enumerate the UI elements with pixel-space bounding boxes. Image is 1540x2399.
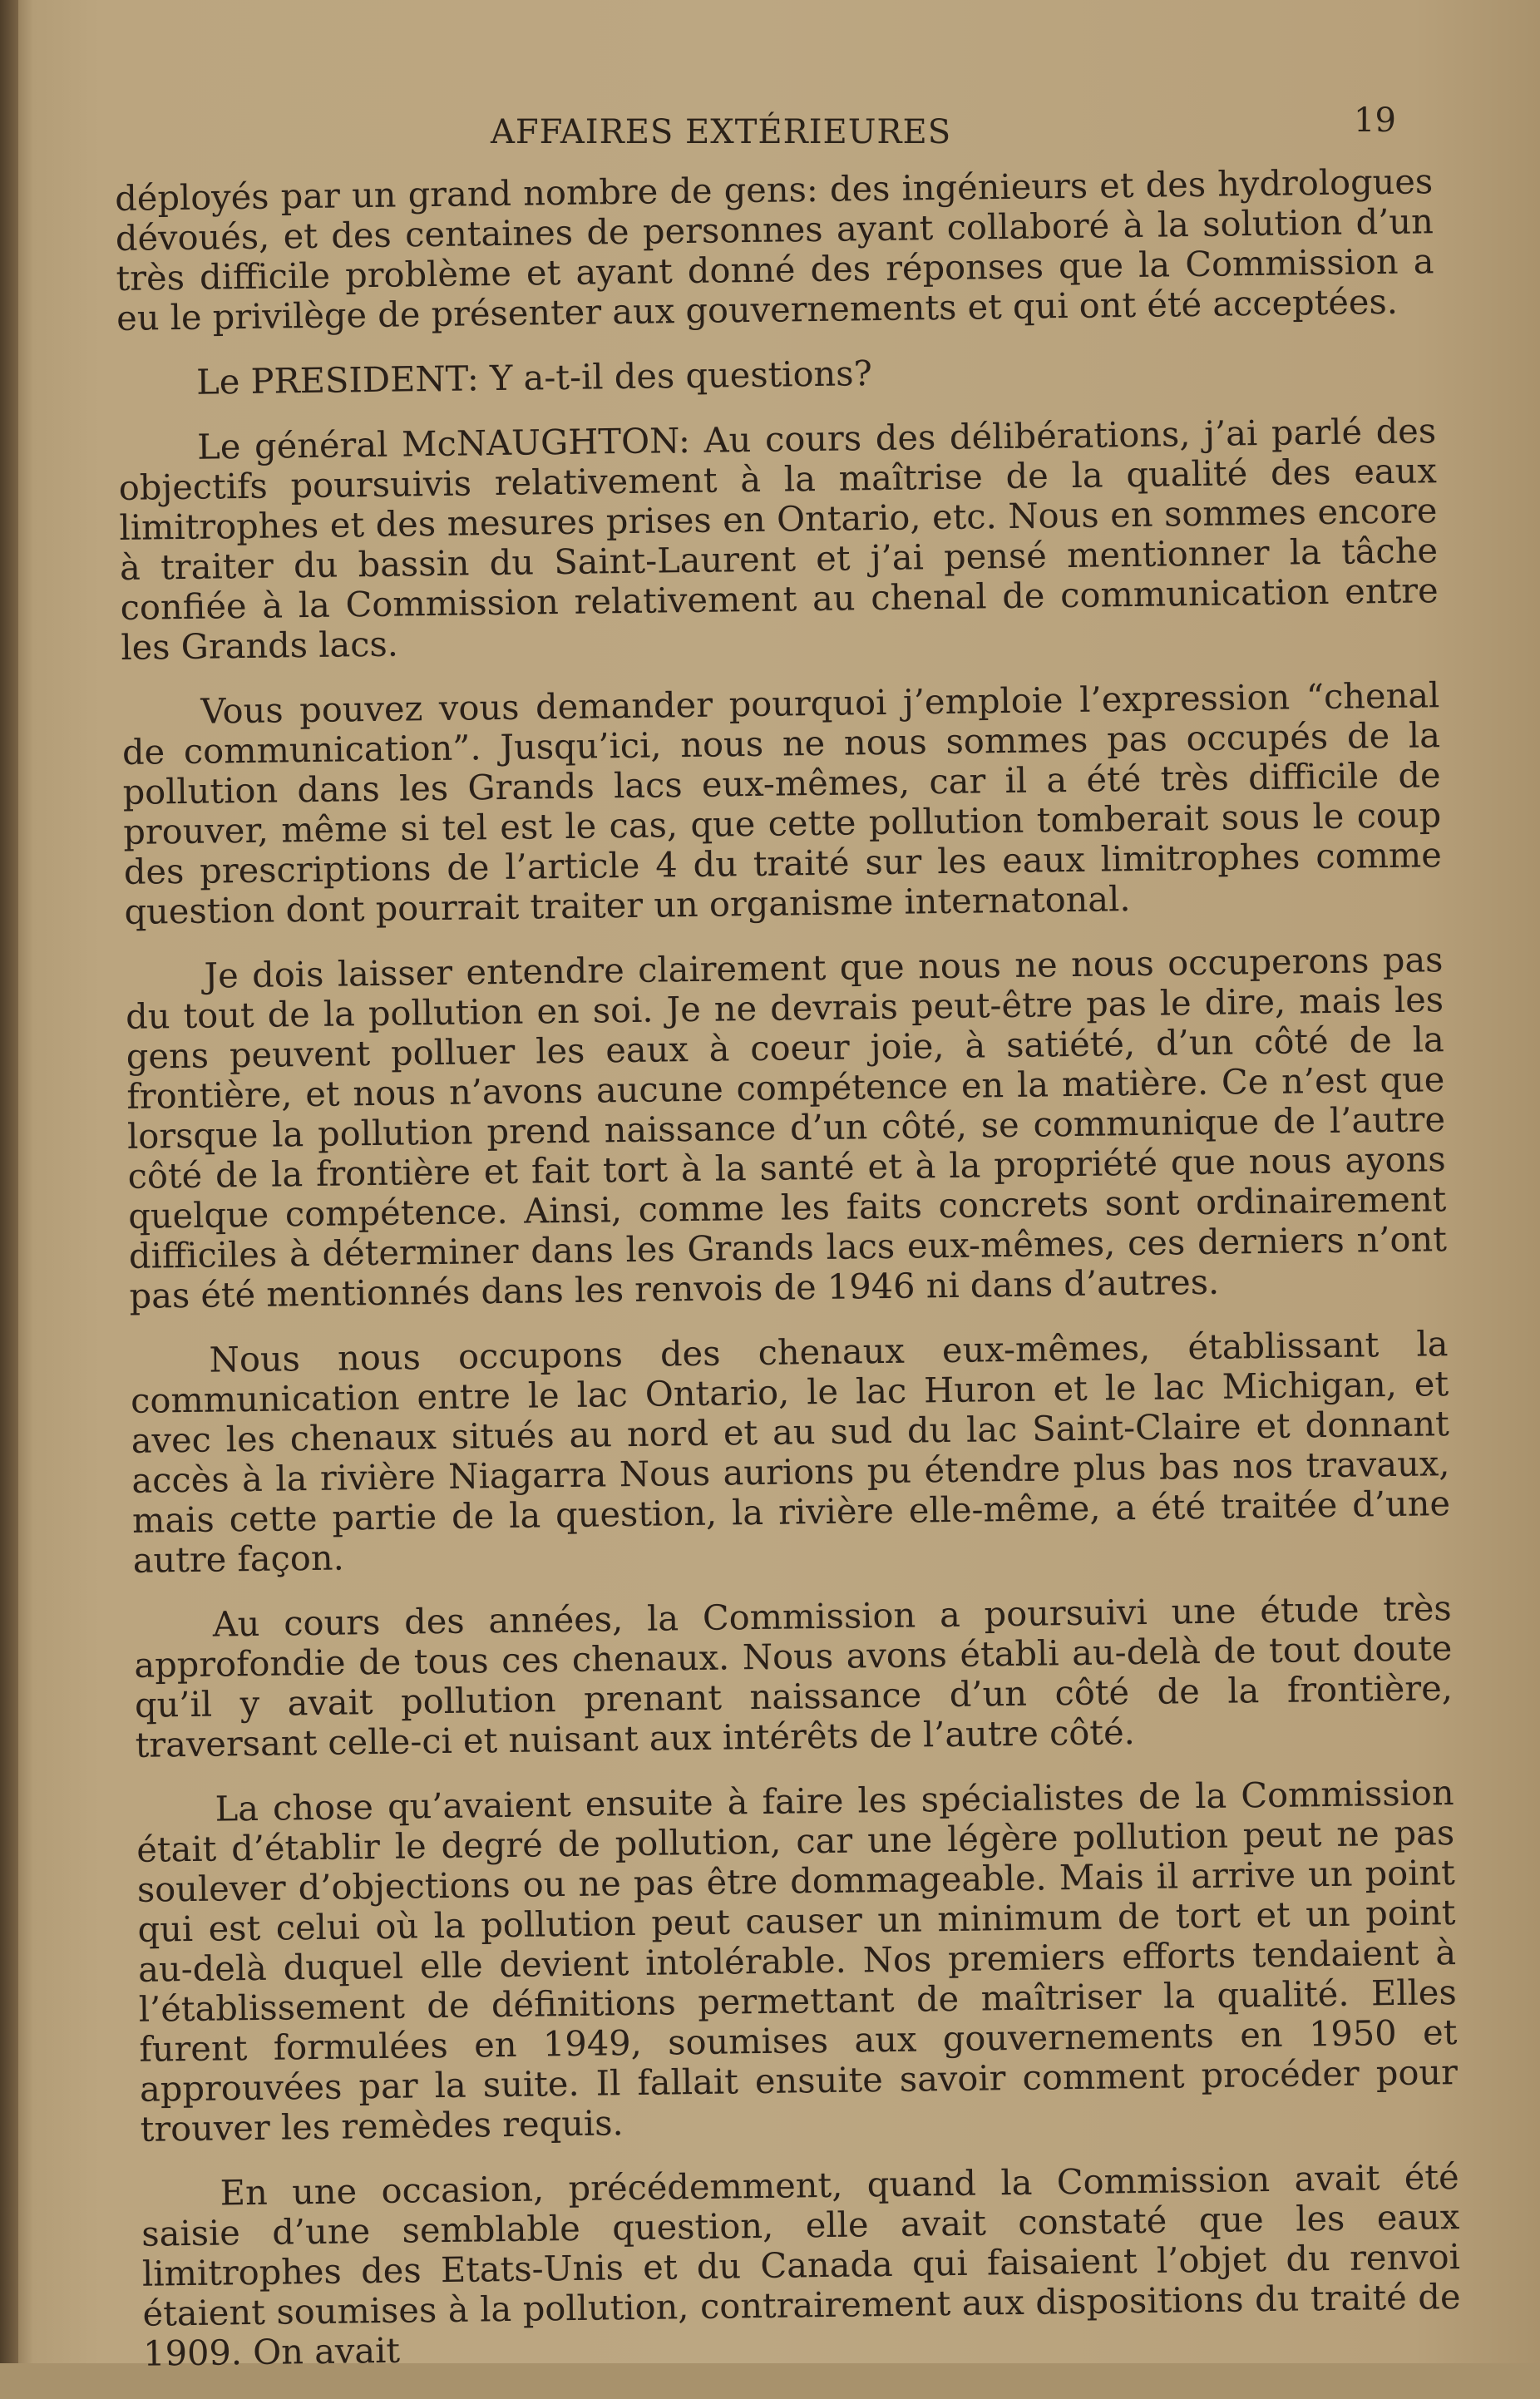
paragraph: En une occasion, précédemment, quand la Commission avait été saisie d’une semblable question, elle avait constaté que les eaux limitrophes des Etats-Unis et du Canada qui faisaient l’objet du renvoi étaient soumises à la pollution, contrairement aux dispositions du traité de 1909. On avait xyxy=(141,2156,1461,2374)
page-number: 19 xyxy=(1354,101,1396,140)
paragraph: La chose qu’avaient ensuite à faire les spécialistes de la Commission était d’établir le degré de pollution, car une légère pollution peut ne pas soulever d’objections ou ne pas être dommageable. Mais il arrive un point qui est celui où la pollution peut causer un minimum de tort et un point au-delà duquel elle devient intolérable. Nos premiers efforts tendaient à l’établissement de définitions permettant de maîtriser la qualité. Elles furent formulées en 1949, soumises aux gouvernements en 1950 et approuvées par la suite. Il fallait ensuite savoir comment procéder pour trouver les remèdes requis. xyxy=(136,1772,1459,2150)
paragraph: Je dois laisser entendre clairement que nous ne nous occuperons pas du tout de la pollution en soi. Je ne devrais peut-être pas le dire, mais les gens peuvent polluer les eaux à coeur joie, à satiété, d’un côté de la frontière, et nous n’avons aucune compétence en la matière. Ce n’est que lorsque la pollution prend naissance d’un côté, se communique de l’autre côté de la frontière et fait tort à la santé et à la propriété que nous ayons quelque compétence. Ainsi, comme les faits concrets sont ordinairement difficiles à déterminer dans les Grands lacs eux-mêmes, ces derniers n’ont pas été mentionnés dans les renvois de 1946 ni dans d’autres. xyxy=(125,939,1448,1316)
paragraph: Au cours des années, la Commission a poursuivi une étude très approfondie de tous ces chenaux. Nous avons établi au-delà de tout doute qu’il y avait pollution prenant naissance d’un côté de la frontière, traversant celle-ci et nuisant aux intérêts de l’autre côté. xyxy=(134,1587,1454,1765)
paragraph: Le PRESIDENT: Y a-t-il des questions? xyxy=(195,353,873,402)
paragraph: déployés par un grand nombre de gens: des ingénieurs et des hydrologues dévoués, et des centaines de personnes ayant collaboré à la solution d’un très difficile problème et ayant donné des réponses que la Commission a eu le privilège de présenter aux gouvernements et qui ont été acceptées. xyxy=(114,160,1434,338)
page-header xyxy=(0,100,1540,158)
book-spine xyxy=(0,0,18,2363)
page-body xyxy=(115,161,1462,2399)
running-head: AFFAIRES EXTÉRIEURES xyxy=(491,113,952,151)
paragraph: Le général McNAUGHTON: Au cours des délibérations, j’ai parlé des objectifs poursuivis relativement à la maîtrise de la qualité des eaux limitrophes et des mesures prises en Ontario, etc. Nous en sommes encore à traiter du bassin du Saint-Laurent et j’ai pensé mentionner la tâche confiée à la Commission relativement au chenal de communication entre les Grands lacs. xyxy=(118,410,1439,668)
paragraph: Vous pouvez vous demander pourquoi j’emploie l’expression “chenal de communication”. Jusqu’ici, nous ne nous sommes pas occupés de la pollution dans les Grands lacs eux-mêmes, car il a été très difficile de prouver, même si tel est le cas, que cette pollution tomberait sous le coup des prescriptions de l’article 4 du traité sur les eaux limitrophes comme question dont pourrait traiter un organisme internatonal. xyxy=(121,674,1443,932)
paragraph: Nous nous occupons des chenaux eux-mêmes, établissant la communication entre le lac Ontario, le lac Huron et le lac Michigan, et avec les chenaux situés au nord et au sud du lac Saint-Claire et donnant accès à la rivière Niagarra Nous aurions pu étendre plus bas nos travaux, mais cette partie de la question, la rivière elle-même, a été traitée d’une autre façon. xyxy=(130,1323,1451,1581)
